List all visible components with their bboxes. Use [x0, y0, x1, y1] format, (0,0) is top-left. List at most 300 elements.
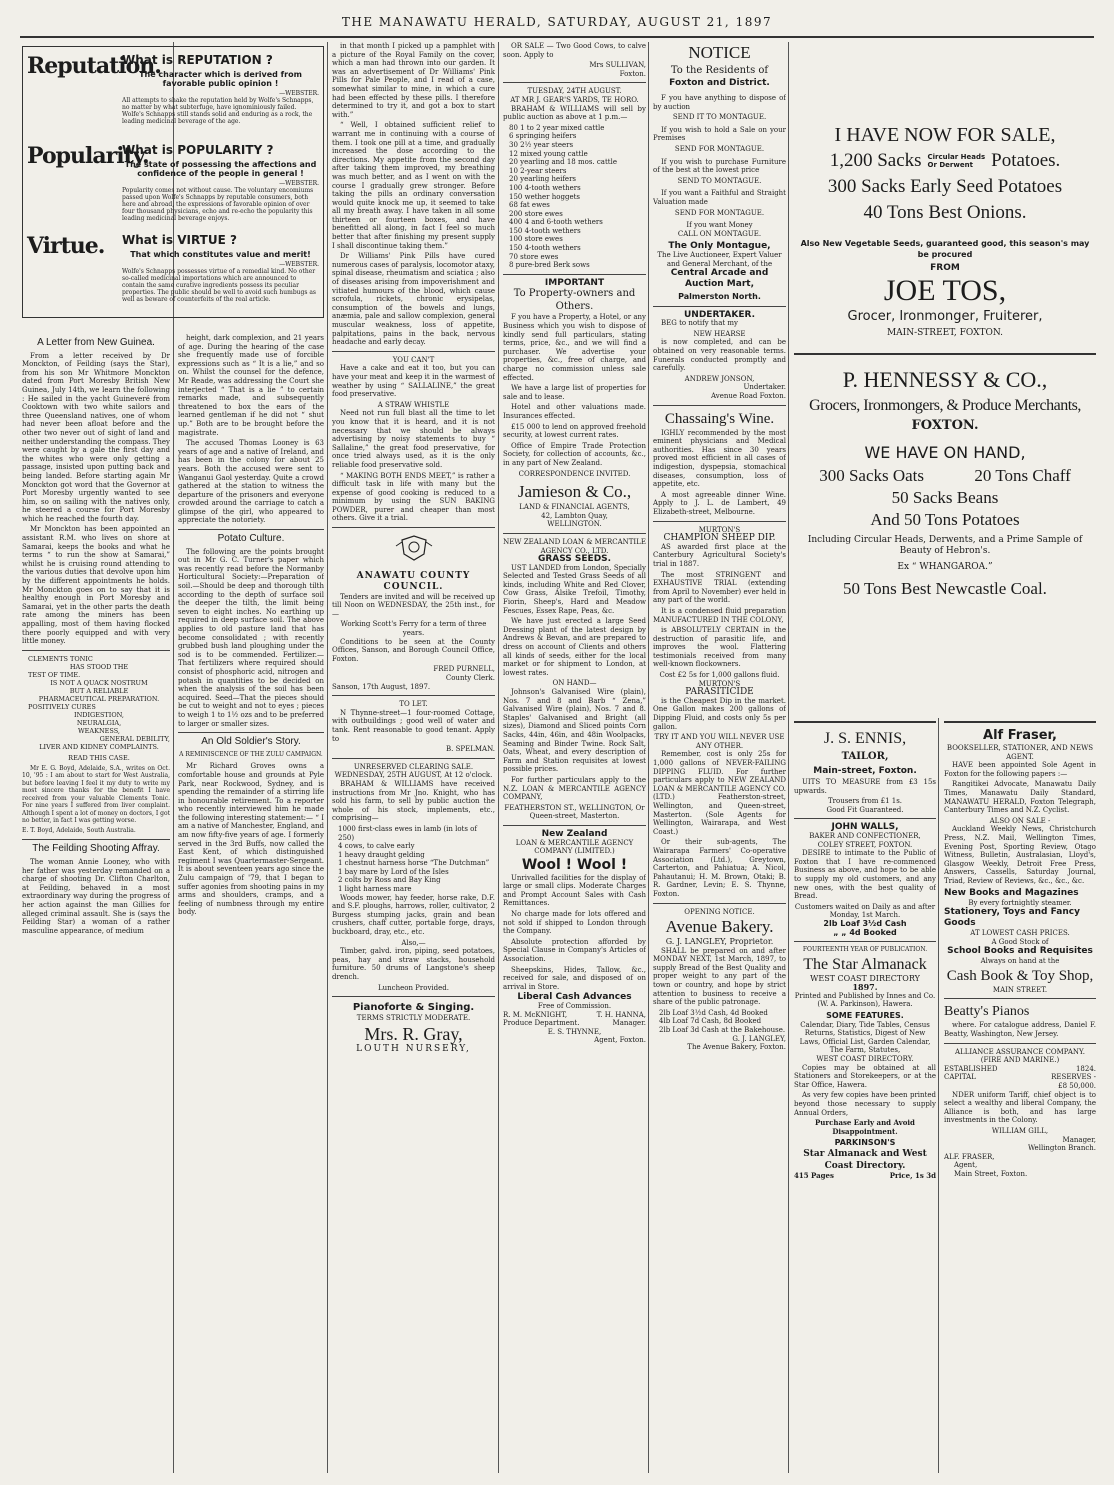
column-5 — [653, 42, 786, 1473]
alliance-signature: WILLIAM GILL, — [991, 1127, 1049, 1135]
undertaker-text: is now completed, and can be obtained on very reasonable terms. Funerals conducted promptly and carefully. — [653, 338, 786, 373]
sale-date: WEDNESDAY, 25TH AUGUST, At 12 o'clock. — [334, 771, 493, 780]
almanack-text: Purchase Early and Avoid Disappointment. — [815, 1118, 915, 1136]
hennessy-trade: Grocers, Ironmongers, & Produce Merchants, — [809, 397, 1081, 415]
column-4 — [503, 42, 646, 1473]
sale-heading: UNRESERVED CLEARING SALE. — [353, 762, 474, 771]
sale-item: 2 colts by Ross and Bay King — [338, 876, 441, 885]
sale-item: 1 bay mare by Lord of the Isles — [338, 867, 449, 876]
sale-lot: 68 fat ewes — [509, 201, 550, 210]
notice-line: SEND FOR MONTAGUE. — [674, 144, 765, 153]
hennessy-line — [794, 465, 1096, 487]
fraser-line: By every fortnightly steamer. — [968, 898, 1072, 907]
alliance-line — [944, 1073, 1096, 1082]
ad-body: Popularity comes not without cause. The voluntary encomiums passed upon Wolfe's Schnapps by reputable consumers, both here and abroad, the expressions of favorable opinion of over four thousand physicians, echo and re-echo the popularity this leading medicinal beverage enjoys. — [122, 187, 314, 222]
tonic-line: HAS STOOD THE — [69, 662, 129, 671]
sale-lot: 400 4 and 6-tooth wethers — [509, 218, 603, 227]
masthead: THE MANAWATU HERALD, SATURDAY, AUGUST 21, 1897 — [20, 8, 1094, 38]
column-6 — [794, 716, 936, 1473]
wine-heading: Chassaing's Wine. — [664, 410, 775, 427]
tos-variety-line: Circular Heads — [927, 153, 986, 161]
piano-terms: TERMS STRICTLY MODERATE. — [356, 1014, 471, 1023]
hennessy-item: 50 Sacks Beans — [891, 488, 999, 508]
wine-text: A most agreeable dinner Wine. Apply to J. L. de Lambert, 49 Elizabeth-street, Melbourne. — [653, 490, 786, 516]
tolet-heading: TO LET. — [399, 700, 428, 709]
bakery-price: 2lb Loaf 3½d Cash, 4d Booked — [659, 1008, 768, 1017]
sale-lot: 8 pure-bred Berk sows — [509, 261, 590, 270]
ad-question: What is REPUTATION ? — [122, 53, 273, 67]
ad-text — [122, 53, 319, 131]
alliance-signature: Agent, — [954, 1161, 978, 1170]
column-7 — [944, 716, 1096, 1473]
notice-text: F you have anything to dispose of by auction — [653, 94, 786, 111]
ad-line: ON HAND— — [552, 679, 597, 688]
council-heading: ANAWATU COUNTY COUNCIL. — [356, 570, 471, 592]
almanack-line: PARKINSON'S — [834, 1138, 896, 1148]
ad-text: For further particulars apply to the N.Z. LOAN & MERCANTILE AGENCY COMPANY, — [503, 775, 646, 802]
fraser-text: Auckland Weekly News, Christchurch Press, N.Z. Mail, Wellington Times, Evening Post, Sporting Review, Otago Witness, Bulletin, Australasian, Lloyd's, Glasgow Weekly, Detroit Free Press, Answers, Cassells, Saturday Journal, Triad, Review of Reviews, &c., &c., &c. — [944, 825, 1096, 885]
council-signature: FRED PURNELL, — [433, 665, 495, 674]
walls-price: „ „ 4d Booked — [833, 927, 897, 937]
alliance-heading: ALLIANCE ASSURANCE COMPANY. — [954, 1047, 1085, 1056]
tonic-line: GENERAL DEBILITY, — [99, 734, 170, 743]
ad-text: Sheepskins, Hides, Tallow, &c., received for sale, and disposed of on arrival in Store. — [503, 965, 646, 991]
sale-lot: 80 1 to 2 year mixed cattle — [509, 123, 605, 132]
notice-heading: Central Arcade and Auction Mart, — [670, 268, 769, 290]
almanack-price — [794, 1172, 936, 1181]
ad-popularity — [23, 137, 323, 227]
sale-place: AT MR J. GEAR'S YARDS, TE HORO. — [510, 95, 639, 104]
sale-text: BRAHAM & WILLIAMS will sell by public auction as above at 1 p.m.— — [503, 104, 646, 122]
notice-heading: The Only Montague, — [668, 241, 771, 252]
alliance-line — [944, 1065, 1096, 1074]
tos-line: FROM — [930, 263, 960, 273]
sale-lot: 100 store ewes — [509, 235, 563, 244]
ad-heading: Wool ! Wool ! — [521, 856, 628, 873]
undertaker-heading: UNDERTAKER. — [683, 309, 756, 320]
ad-signature: T. H. HANNA, — [596, 1010, 646, 1019]
sale-lot: 10 2-year steers — [509, 166, 567, 175]
sale-lots — [503, 124, 646, 270]
almanack-text: Copies may be obtained at all Stationers and Storekeepers, or at the Star Office, Hawera. — [794, 1063, 936, 1089]
ad-answer: The character which is derived from favorable public opinion ! — [139, 70, 302, 88]
sale-lot: 70 store ewes — [509, 252, 559, 261]
fraser-line: A Good Stock of — [991, 937, 1049, 946]
notice-text: If you wish to purchase Furniture of the best at the lowest price — [653, 157, 786, 175]
alliance-label: CAPITAL — [944, 1073, 976, 1082]
article-paragraph: The following are the points brought out in Mr G. C. Turner's paper which was recently read before the Normanby Horticultural Society:—Preparation of soil.—Should be deep and thorough tilth according to the depth of surface soil the deeper the tilth, the limit being seven to eight inches. No earthing up required in deep surface soil. The above applies to old pasture land that has become consolidated ; with recently grubbed bush land ploughing under the sod is to be commended. Fertilizer.—That fertilizers where required should consist of phosphoric acid, nitrogen and potash in quantities to be decided on when the analysis of the soil has been acquired. Seed—That the pieces should be cut to weight and not to eyes ; pieces to weigh 1 to 1½ ozs and to be preferred to larger or smaller sizes. — [178, 547, 324, 728]
bakery-price: 2lb Loaf 3d Cash at the Bakehouse. — [659, 1026, 786, 1035]
sale-item: 1 light harness mare — [338, 885, 412, 894]
tonic-line: PHARMACEUTICAL PREPARATION. — [38, 694, 160, 703]
ennis-text: Trousers from £1 1s. — [827, 797, 903, 806]
sale-item: 4 cows, to calve early — [338, 842, 415, 851]
ennis-text: Good Fit Guaranteed. — [826, 805, 904, 814]
notice-line: The Live Auctioneer, Expert Valuer and General Merchant, of the — [657, 250, 782, 268]
walls-name: JOHN WALLS, — [831, 822, 899, 833]
fraser-line: AT LOWEST CASH PRICES. — [970, 929, 1070, 938]
ad-body: Wolfe's Schnapps possesses virtue of a remedial kind. No other so-called medicinal importations which are announced to contain the same curative ingredients possess its peculiar properties. The public should be well to avoid such humbugs as well as beware of counterfeits of the real article. — [122, 268, 317, 303]
tos-variety-line: Or Derwent — [927, 161, 973, 169]
bakery-signature: G. J. LANGLEY, — [732, 1034, 786, 1043]
sale-text: BRAHAM & WILLIAMS have received instructions from Mr Jno. Knight, who has sold his farm, to sell by public auction the whole of his stock, implements, etc., comprising— — [332, 779, 495, 823]
tonic-ad — [22, 655, 170, 762]
article-paragraph: “ Well, I obtained sufficient relief to warrant me in continuing with a course of them. I took one pill at a time, and gradually increased the dose according to the directions. My appetite from the second day after taking them improved, my breathing was much better, and as I went on with the course I gradually grew stronger. Before taking the pills an ordinary conversation would quite knock me up, it seemed to take all my breath away. I have taken in all some thirteen or fourteen boxes, and have benefitted all along, in fact I feel so much better that after finishing my present supply I shall discontinue taking them.” — [332, 121, 495, 250]
notice-text: If you wish to hold a Sale on your Premises — [653, 125, 786, 143]
hennessy-town: FOXTON. — [911, 418, 979, 434]
piano-heading: Pianoforte & Singing. — [352, 1002, 475, 1014]
article-paragraph: From a letter received by Dr Monckton, of Feilding (says the Star), from his son Mr Whitmore Monckton dated from Port Moresby British New Guinea, July 14th, we learn the following : He sailed in the yacht Guineveré from Cooktown with two white sailors and three Queensland natives, one of whom had never been afloat before and the other two never out of sight of land and neither understanding the compass. They were caught by a gale the first day and the whites who were only getting a passage, insisted upon putting back and being landed. Before starting again Mr Monckton got word that the Governor at Port Moresby urgently wanted to see him, so on sailing with the natives only, he steered a course for Port Moresby which he reached the fourth day. — [22, 351, 170, 523]
ad-text: Need not run full blast all the time to let you know that it is heard, and it is not necessary that we should be always advertising by noisy statements to buy “ Sallaline,” the great food preservative, for once tried always used, as it is the only reliable food preservative sold. — [332, 409, 495, 469]
fraser-text: Rangitikei Advocate, Manawatu Daily Times, Manawatu Daily Standard, MANAWATU HERALD, Foxton Telegraph, Canterbury Times and N.Z. Cyclist. — [944, 780, 1096, 815]
ad-line: WELLINGTON. — [547, 520, 602, 529]
walls-text: DESIRE to intimate to the Public of Foxton that I have re-commenced Business as above, and hope to be able to supply my old customers, and any new ones, with the best quality of Bread. — [794, 849, 936, 901]
almanack-title: The Star Almanack — [803, 955, 927, 973]
dip-text: Cost £2 5s for 1,000 gallons fluid. — [659, 671, 780, 680]
sale-item: 1 chestnut harness horse “The Dutchman” — [338, 859, 490, 868]
notice-line: If you want Money — [686, 221, 753, 230]
tos-line: 300 Sacks Early Seed Potatoes — [827, 176, 1063, 197]
article-paragraph: Mr Monckton has been appointed an assistant R.M. who lives on shore at Samarai, keeps the books and what he terms “ to run the show at Samarai,” whilst he is cruising round attending to the various duties that devolve upon him by the different appointments he holds. Mr Monckton goes on to say that it is healthy enough in Port Moresby and Samarai, yet in the other parts the death rate among the miners has been appalling, most of them having flocked there poorly equipped and with very little money. — [22, 525, 170, 646]
ad-heading: NEW ZEALAND LOAN & MERCANTILE AGENCY CO., LTD. — [503, 537, 646, 555]
dip-heading: PARASITICIDE — [685, 687, 754, 698]
ad-text: Johnson's Galvanised Wire (plain), Nos. 7 and 8 and Barb “ Zena,” Galvanised Wire (plain), Nos. 7 and 8. Staples' Galvanised and Bright (all sizes), Diamond and Sliced points Corn Sacks, 44in, 46in, and 48in Woolpacks, Seaming and Binder Twine. Rock Salt, Oats, Wheat, and every description of Farm and Station requisites at lowest possible prices. — [503, 688, 646, 774]
undertaker-line: NEW HEARSE — [693, 329, 746, 338]
ad-text — [122, 233, 319, 311]
sale-lot: 150 wether hoggets — [509, 192, 580, 201]
article-paragraph: height, dark complexion, and 21 years of age. During the hearing of the case she frequently made use of forcible expressions such as “ It is a lie,” and so on. Whilst the counsel for the defence, Mr Reade, was addressing the Court she interjected “ That is a lie ” to certain remarks made, and subsequently threatened to box the ears of the learned gentleman if he did not “ shut up.” Both are to be brought before the magistrate. — [178, 334, 324, 437]
alliance-signature: Manager, — [1062, 1135, 1096, 1144]
bakery-line: OPENING NOTICE. — [684, 907, 755, 916]
sale-lot: 150 4-tooth wethers — [509, 226, 581, 235]
council-item: Working Scott's Ferry for a term of three years. — [340, 620, 487, 638]
notice-line: To the Residents of — [670, 65, 769, 76]
notice-line: Foxton and District. — [669, 78, 770, 88]
alliance-signature: Wellington Branch. — [1027, 1144, 1096, 1153]
fraser-text: HAVE been appointed Sole Agent in Foxton for the following papers :— — [944, 761, 1096, 778]
sale-lot: 150 4-tooth wethers — [509, 244, 581, 253]
tonic-line: WEAKNESS, — [77, 726, 121, 735]
wide-ads — [794, 42, 1096, 714]
ad-text: Office of Empire Trade Protection Society, for collection of accounts, &c., in any part of New Zealand. — [503, 441, 646, 467]
ad-text: Have a cake and eat it too, but you can have your meat and keep it in the warmest of weather by using “ SALLALINE,” the great food preservative. — [332, 364, 495, 399]
article-subhead: A REMINISCENCE OF THE ZULU CAMPAIGN. — [179, 750, 323, 758]
walls-price: 2lb Loaf 3½d Cash — [823, 918, 907, 928]
notice-text: If you want a Faithful and Straight Valuation made — [653, 189, 786, 206]
council-date: Sanson, 17th August, 1897. — [332, 682, 431, 691]
ad-heading: Liberal Cash Advances — [517, 992, 632, 1003]
sale-item: 1 heavy draught gelding — [338, 850, 425, 859]
ad-source: —WEBSTER. — [279, 90, 319, 97]
schnapps-ad-box — [22, 46, 324, 318]
sale-items — [332, 825, 495, 894]
tonic-signature: E. T. Boyd, Adelaide, South Australia. — [22, 826, 136, 834]
fraser-trade: BOOKSELLER, STATIONER, AND NEWS AGENT. — [946, 744, 1094, 761]
walls-trade: BAKER AND CONFECTIONER, — [809, 831, 921, 840]
ad-signature: Foxton. — [619, 69, 646, 78]
hennessy-item: And 50 Tons Potatoes — [870, 510, 1020, 530]
dip-text: The most STRINGENT and EXHAUSTIVE TRIAL (extending from April to November) ever held in any part of the world. — [653, 570, 786, 605]
tos-heading: I HAVE NOW FOR SALE, — [834, 124, 1056, 146]
ad-signature: Agent, Foxton. — [594, 1036, 646, 1045]
ad-text: “ MAKING BOTH ENDS MEET,” is rather a difficult task in life with many but the expense of good cooking is reduced to a minimum by using the SUN BAKING POWDER, purer and cheaper than most others. Give it a trial. — [332, 471, 495, 523]
dip-text: is ABSOLUTELY CERTAIN in the destruction of parasitic life, and improves the wool. Flattering testimonials received from many well-known flockowners. — [653, 626, 786, 669]
almanack-line: 1897. — [852, 982, 878, 993]
fraser-name: Alf Fraser, — [983, 728, 1057, 743]
hennessy-text: Including Circular Heads, Derwents, and a Prime Sample of Beauty of Hebron's. — [807, 535, 1083, 557]
alliance-signature: ALF. FRASER, — [944, 1152, 995, 1161]
ennis-trade: TAILOR, — [841, 751, 889, 762]
column-1 — [22, 334, 170, 1473]
ad-heading: IMPORTANT — [544, 277, 605, 288]
ad-text — [122, 143, 319, 221]
ad-body: All attempts to shake the reputation held by Wolfe's Schnapps, no matter by what subterfuge, have ignominiously failed. Wolfe's Schnapps still stands solid and enduring as a rock, the leading medicinal beverage of the age. — [122, 97, 314, 125]
ad-signatures — [503, 1019, 646, 1028]
almanack-line: Star Almanack and West Coast Directory. — [803, 1148, 927, 1171]
sale-lot: 100 4-tooth wethers — [509, 183, 581, 192]
sale-text: Timber, galvd. iron, piping, seed potatoes, peas, hay and straw stacks, household furniture. 50 drums of Langstone's sheep drench. — [332, 947, 495, 981]
ad-text: No charge made for lots offered and not sold if shipped to London through the Company. — [503, 910, 646, 936]
almanack-pages: 415 Pages — [794, 1170, 834, 1180]
fraser-shop: Cash Book & Toy Shop, — [946, 967, 1094, 984]
ad-text: We have a large list of properties for sale and to lease. — [503, 384, 646, 401]
tonic-line: TEST OF TIME. — [28, 670, 81, 679]
dip-heading: CHAMPION SHEEP DIP. — [663, 533, 776, 544]
ad-text: UST LANDED from London, Specially Selected and Tested Grass Seeds of all kinds, including White and Red Clover, Cow Grass, Alsike Trefoil, Timothy, Fiorin, Sheep's, Hard and Meadow Fescues, Essex Rape, Peas, &c. — [503, 563, 646, 615]
notice-heading: Palmerston North. — [678, 292, 761, 302]
tos-name: JOE TOS, — [883, 273, 1007, 307]
wine-text: IGHLY recommended by the most eminent physicians and Medical authorities. Has since 30 years proved most efficient in all cases of indigestion, dyspepsia, stomachical diseases, consumption, loss of appetite, etc. — [653, 428, 786, 489]
column-2 — [178, 334, 324, 1473]
alliance-line: (FIRE AND MARINE.) — [980, 1056, 1060, 1065]
sale-lot: 20 yearling and 18 mos. cattle — [509, 158, 617, 167]
dip-text: It is a condensed fluid preparation MANUFACTURED IN THE COLONY, — [653, 606, 786, 624]
alliance-value: £8 50,000. — [1058, 1082, 1096, 1091]
alliance-label: ESTABLISHED — [944, 1064, 998, 1073]
article-paragraph: The accused Thomas Looney is 63 years of age and a native of Ireland, and has been in the colony for about 25 years. Both the accused were sent to Wanganui Gaol yesterday. Quite a crowd gathered at the station to witness the departure of the prisoners and everyone crowded around the carriage to catch a glimpse of the girl, who appeared to appreciate the notoriety. — [178, 439, 324, 525]
ad-answer: The state of possessing the affections and confidence of the people in general ! — [124, 160, 317, 178]
ad-heading: YOU CAN'T — [392, 355, 435, 364]
sale-date: TUESDAY, 24TH AUGUST. — [527, 87, 622, 96]
column-rule — [498, 42, 499, 1473]
fraser-line: MAIN STREET. — [992, 985, 1048, 994]
tonic-line: LIVER AND KIDNEY COMPLAINTS. — [39, 742, 159, 751]
notice-line: CALL ON MONTAGUE. — [677, 229, 762, 238]
almanack-line: FOURTEENTH YEAR OF PUBLICATION. — [802, 946, 928, 954]
alliance-signature: Main Street, Foxton. — [954, 1169, 1028, 1178]
sale-text: Woods mower, hay feeder, horse rake, D.F. and S.F. ploughs, harrows, roller, cultivator, 2 Burgess stumping jacks, grain and bean crushers, chaff cutter, portable forge, drays, buckboard, dray, etc., etc. — [332, 893, 495, 937]
ad-text: OR SALE — Two Good Cows, to calve soon. Apply to — [503, 42, 646, 59]
tos-line: Also New Vegetable Seeds, guaranteed good, this season's may be procured — [800, 239, 1090, 259]
bakery-price: 4lb Loaf 7d Cash, 8d Booked — [659, 1017, 762, 1026]
alliance-value: 1824. — [1075, 1064, 1096, 1073]
hennessy-item: 20 Tons Chaff — [974, 466, 1071, 486]
tos-line — [794, 148, 1096, 174]
undertaker-signature: Undertaker. — [743, 383, 786, 392]
council-text: Conditions to be seen at the County Offices, Sanson, and Borough Council Office, Foxton. — [332, 637, 495, 663]
bakery-heading: Avenue Bakery. — [665, 917, 774, 937]
ad-text: We have just erected a large Seed Dressing plant of the latest design by Andrews & Bevan, and are prepared to dress on account of Clients and others all kinds of seeds, either for the local market or for shipment to London, at lowest rates. — [503, 617, 646, 677]
bakery-line: G. J. LANGLEY, Proprietor. — [665, 937, 774, 947]
article-paragraph: The woman Annie Looney, who with her father was yesterday remanded on a charge of shooting Dr. Clifton Charlton, at Feilding, behaved in a most extraordinary way during the progress of her action against the man Gillies for alleged criminal assault. She is (says the Feilding Star) a woman of a rather masculine appearance, of medium — [22, 857, 170, 935]
sale-lot: 12 mixed young cattle — [509, 149, 588, 158]
ad-answer: That which constitutes value and merit! — [130, 250, 311, 259]
hennessy-name: P. HENNESSY & CO., — [842, 367, 1048, 393]
ad-word: Reputation. — [27, 53, 161, 79]
fraser-heading: New Books and Magazines — [944, 887, 1079, 898]
ad-text: Unrivalled facilities for the display of large or small clips. Moderate Charges and Prompt Account Sales with Cash Remittances. — [503, 873, 646, 908]
undertaker-text: BEG to notify that my — [661, 319, 738, 328]
fraser-heading: School Books and Requisites — [947, 946, 1093, 957]
ad-heading: GRASS SEEDS. — [537, 554, 612, 565]
sale-also: Also,— — [401, 938, 426, 947]
column-3 — [332, 42, 495, 1473]
ad-line: FEATHERSTON ST., WELLINGTON, Or Queen-street, Masterton. — [504, 803, 645, 821]
ad-line: CORRESPONDENCE INVITED. — [518, 469, 631, 478]
tonic-line: INDIGESTION, — [74, 710, 124, 719]
tonic-line: READ THIS CASE. — [68, 753, 130, 762]
ad-text: Absolute protection afforded by Special Clause in Company's Articles of Association. — [503, 937, 646, 964]
sale-lot: 20 yearling heifers — [509, 175, 577, 184]
column-rule — [648, 42, 649, 1473]
fraser-line: ALSO ON SALE - — [989, 816, 1051, 825]
tonic-line: POSITIVELY CURES — [28, 702, 96, 711]
almanack-line: WEST COAST DIRECTORY. — [816, 1055, 914, 1064]
ad-signatures — [503, 1011, 646, 1020]
ad-word: Virtue. — [27, 233, 105, 259]
fraser-heading: Stationery, Toys and Fancy Goods — [944, 907, 1080, 929]
ad-line: LOAN & MERCANTILE AGENCY COMPANY (LIMITED.) — [515, 838, 634, 856]
dip-text: is the Cheapest Dip in the market. One Gallon makes 200 gallons of Dipping Fluid, and costs only 5s per gallon. — [653, 696, 786, 731]
dip-text: Or their sub-agents, The Wairarapa Farmers' Co-operative Association (Ltd.), Greytown, Carterton, and Pahiatua; A. Nicol, Pahautanui; H. M. Brown, Otaki; B. R. Gardner, Levin; E. S. Thynne, Foxton. — [653, 838, 786, 898]
tonic-line: CLEMENTS TONIC — [28, 654, 93, 663]
ad-signature: Manager. — [612, 1019, 646, 1028]
tonic-case: Mr E. G. Boyd, Adelaide, S.A., writes on Oct. 10, '95 : I am about to start for West Australia, but before leaving I feel it my duty to write my most sincere thanks for the benefit I have received from your valuable Clements Tonic. For nine years I suffered from liver complaint. Although I spent a lot of money on doctors, I got no better, in fact I was getting worse. — [22, 764, 170, 825]
article-paragraph: Mr Richard Groves owns a comfortable house and grounds at Pyle Park, near Rockwood, Sydney, and is spending the remainder of a stirring life in honourable retirement. To a reporter who recently interviewed him he made the following interesting statement:— “ I am a native of Manchester, England, and am now fifty-five years of age. I formerly served in the 3rd Buffs, now called the East Kent, of which distinguished regiment I was Quartermaster-Sergeant. It is about seventeen years ago since the Zulu campaign of '79, that I began to suffer agonies from shooting pains in my arms and shoulders, cramps, and a feeling of numbness through my entire body. — [178, 762, 324, 917]
ad-source: —WEBSTER. — [279, 180, 319, 187]
dip-text: Remember, cost is only 25s for 1,000 gallons of NEVER-FAILING DIPPING FLUID. For further particulars apply to NEW ZEALAND LOAN & MERCANTILE AGENCY CO. (LTD.) Featherston-street, Wellington, and Queen-street, Masterton. (Sole Agents for Wellington, Wairarapa, and West Coast.) — [653, 750, 786, 836]
tos-address: MAIN-STREET, FOXTON. — [886, 327, 1004, 338]
article-paragraph: Dr Williams' Pink Pills have cured numerous cases of paralysis, locomotor ataxy, spinal disease, rheumatism and sciatica ; also of diseases arising from impoverishment and vitiated humours of the blood, which cause scrofula, rickets, chronic erysipelas, consumption of the bowels and lungs, anæmia, pale and sallow complexion, general muscular weakness, loss of appetite, palpitations, pains in the back, nervous headache and early decay. — [332, 252, 495, 347]
sale-lot: 6 springing heifers — [509, 132, 577, 141]
sale-lot: 30 2½ year steers — [509, 140, 574, 149]
sale-lot: 200 store ewes — [509, 209, 563, 218]
ad-signature: R. M. McKNIGHT, — [503, 1010, 568, 1019]
ad-source: —WEBSTER. — [279, 261, 319, 268]
tonic-line: BUT A RELIABLE — [69, 686, 129, 695]
tolet-signature: B. SPELMAN. — [446, 745, 495, 754]
bakery-prices — [653, 1009, 786, 1035]
bakery-text: SHALL be prepared on and after MONDAY NEXT, 1st March, 1897, to supply Bread of the Best Quality and proper weight to any part of the town or country, and hope by strict attention to business to receive a share of the public patronage. — [653, 946, 786, 1007]
notice-line: SEND TO MONTAGUE. — [677, 176, 762, 185]
tos-line: 40 Tons Best Onions. — [863, 202, 1027, 223]
tonic-line: IS NOT A QUACK NOSTRUM — [50, 678, 148, 687]
ad-heading: New Zealand — [541, 828, 608, 839]
article-headline: An Old Soldier's Story. — [201, 736, 301, 748]
almanack-text: As very few copies have been printed beyond those necessary to supply Annual Orders, — [794, 1091, 936, 1117]
ad-line: 42, Lambton Quay, — [541, 511, 608, 520]
ennis-name: J. S. ENNIS, — [823, 730, 907, 747]
ennis-text: UITS TO MEASURE from £3 15s upwards. — [794, 778, 936, 795]
alliance-text: NDER uniform Tariff, chief object is to select a wealthy and liberal Company, the Alliance is both, and has large investments in the Colony. — [944, 1090, 1096, 1125]
ad-line: LAND & FINANCIAL AGENTS, — [519, 503, 630, 512]
ennis-address: Main-street, Foxton. — [813, 766, 917, 776]
ad-signature: E. S. THYNNE, — [547, 1027, 602, 1036]
bakery-signature: The Avenue Bakery, Foxton. — [687, 1043, 786, 1052]
almanack-line: WEST COAST DIRECTORY — [810, 973, 920, 983]
dip-heading: MURTON'S — [698, 679, 741, 688]
hennessy-line: WE HAVE ON HAND, — [864, 443, 1026, 463]
ad-signature: Mrs SULLIVAN, — [589, 61, 646, 70]
beatty-heading: Beatty's Pianos — [944, 1004, 1030, 1020]
fraser-line: Always on hand at the — [980, 957, 1060, 966]
council-signature: County Clerk. — [445, 674, 495, 682]
ad-signature: Produce Department. — [503, 1019, 580, 1028]
almanack-text: Calendar, Diary, Tide Tables, Census Returns, Statistics, Digest of New Laws, Official List, Garden Calendar, The Farm, Statutes, — [799, 1020, 931, 1055]
notice-line: SEND IT TO MONTAGUE. — [672, 113, 767, 122]
undertaker-signature: ANDREW JONSON, — [684, 374, 755, 383]
tos-variety — [928, 153, 986, 169]
ad-heading: A STRAW WHISTLE — [377, 400, 450, 409]
beatty-text: where. For catalogue address, Daniel F. Beatty, Washington, New Jersey. — [944, 1021, 1096, 1039]
ad-text: £15 000 to lend on approved freehold security, at lowest current rates. — [503, 422, 646, 440]
ad-reputation — [23, 47, 323, 137]
ad-heading: To Property-owners and Others. — [513, 288, 636, 313]
tos-item: Potatoes. — [991, 150, 1061, 171]
dip-text: TRY IT AND YOU WILL NEVER USE ANY OTHER. — [654, 733, 785, 750]
article-headline: The Feilding Shooting Affray. — [32, 843, 160, 855]
ad-text: Hotel and other valuations made. Insurances effected. — [503, 403, 646, 420]
walls-text: Customers waited on Daily as and after Monday, 1st March. — [794, 902, 936, 920]
tolet-text: N Thynne-street—1 four-roomed Cottage, with outbuildings ; good well of water and tank. Rent reasonable to good tenant. Apply to — [332, 708, 495, 743]
alliance-label: RESERVES - — [1051, 1073, 1096, 1082]
column-rule — [788, 42, 789, 1473]
coat-of-arms-icon — [332, 532, 495, 567]
firm-name: Jamieson & Co., — [517, 482, 632, 502]
dip-text: AS awarded first place at the Canterbury Agricultural Society's trial in 1887. — [653, 542, 786, 568]
walls-address: COLEY STREET, FOXTON. — [817, 840, 913, 849]
tos-trade: Grocer, Ironmonger, Fruiterer, — [847, 308, 1043, 324]
ad-word: Popularity. — [27, 143, 149, 169]
undertaker-signature: Avenue Road Foxton. — [710, 392, 786, 401]
article-paragraph: in that month I picked up a pamphlet with a picture of the Royal Family on the cover, which a man had thrown into our garden. It was an advertisement of Dr Williams' Pink Pills for Pale People, and I read of a case, somewhat similar to mine, in which a cure had been effected by these pills. I therefore determined to try it, and got a box to start with.” — [332, 42, 495, 119]
column-rule — [938, 718, 939, 1473]
piano-address: LOUTH NURSERY, — [356, 1043, 471, 1054]
tonic-line: NEURALGIA, — [76, 718, 122, 727]
dip-heading: MURTON'S — [698, 525, 741, 534]
ad-line: Free of Commission. — [537, 1002, 612, 1010]
ad-question: What is POPULARITY ? — [122, 143, 274, 157]
article-headline: Potato Culture. — [217, 533, 285, 545]
sale-item: 1000 first-class ewes in lamb (in lots of 250) — [338, 824, 477, 842]
hennessy-text: Ex “ WHANGAROA.” — [897, 562, 993, 573]
ad-text: F you have a Property, a Hotel, or any Business which you wish to dispose of kindly send full particulars, stating terms, price, &c., and we will find a purchaser. We advertise your properties, &c., free of charge, and charge no commission unless sale effected. — [503, 313, 646, 382]
article-headline: A Letter from New Guinea. — [37, 337, 155, 348]
tos-qty: 1,200 Sacks — [829, 150, 922, 171]
ad-question: What is VIRTUE ? — [122, 233, 237, 247]
hennessy-item: 50 Tons Best Newcastle Coal. — [843, 578, 1047, 598]
piano-teacher: Mrs. R. Gray, — [364, 1023, 463, 1044]
hennessy-item: 300 Sacks Oats — [819, 466, 925, 486]
council-text: Tenders are invited and will be received up till Noon on WEDNESDAY, the 25th inst., for— — [332, 592, 495, 618]
schnapps-ad — [22, 46, 328, 326]
almanack-text: Printed and Published by Innes and Co. (W. A. Parkinson), Hawera. — [794, 991, 936, 1009]
notice-heading: NOTICE — [688, 43, 751, 62]
ad-virtue — [23, 227, 323, 317]
sale-lunch: Luncheon Provided. — [378, 983, 449, 992]
notice-line: SEND FOR MONTAGUE. — [674, 208, 765, 217]
almanack-line: SOME FEATURES. — [826, 1011, 904, 1021]
